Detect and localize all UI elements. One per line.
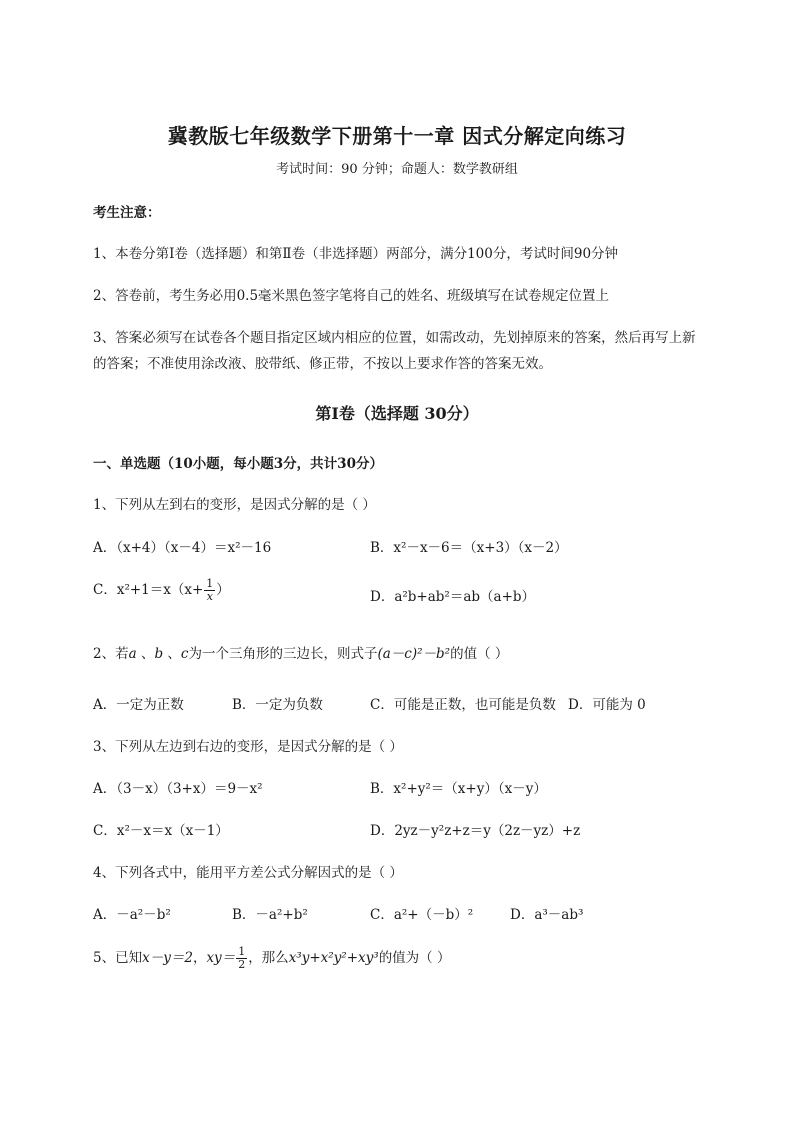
q5-condition-1: x－y＝2 <box>142 950 193 966</box>
q2-option-b[interactable]: B．一定为负数 <box>232 697 323 713</box>
page-title: 冀教版七年级数学下册第十一章 因式分解定向练习 <box>167 124 627 148</box>
q3-stem: 3、下列从左边到右边的变形，是因式分解的是（ ） <box>93 739 403 755</box>
notice-item-3: 3、答案必须写在试卷各个题目指定区域内相应的位置，如需改动，先划掉原来的答案，然后再写上新 <box>93 330 696 346</box>
exam-subtitle: 考试时间：90 分钟；命题人：数学教研组 <box>276 162 518 177</box>
q2-stem-suffix: 的值（ ） <box>450 646 509 662</box>
q5-condition-2: xy＝ <box>206 950 236 966</box>
fraction-denominator: x <box>206 590 213 603</box>
q2-stem <box>93 642 508 662</box>
q1-option-a[interactable]: A．（x+4）（x－4）＝x²－16 <box>93 540 272 556</box>
part-heading: 一、单选题（10小题，每小题3分，共计30分） <box>93 456 383 472</box>
q1-option-c-fraction <box>204 578 215 603</box>
q5-comma: ， <box>192 950 207 966</box>
q5-stem-suffix: 的值为（ ） <box>378 950 451 966</box>
q2-stem-prefix: 2、若 <box>93 646 129 662</box>
q2-var-c: c <box>180 646 189 662</box>
q2-var-b: b <box>154 646 164 662</box>
q3-option-a[interactable]: A．（3－x）（3+x）＝9－x² <box>93 781 263 797</box>
q2-option-a[interactable]: A．一定为正数 <box>93 697 184 713</box>
q5-stem <box>93 946 450 971</box>
q3-option-c[interactable]: C．x²－x＝x（x－1） <box>93 823 229 839</box>
q4-option-a[interactable]: A．－a²－b² <box>93 907 171 923</box>
q1-stem: 1、下列从左到右的变形，是因式分解的是（ ） <box>93 497 376 513</box>
q1-option-c-prefix: C．x²+1＝x（x+ <box>93 582 204 598</box>
notice-item-1: 1、本卷分第I卷（选择题）和第Ⅱ卷（非选择题）两部分，满分100分，考试时间90分钟 <box>93 246 619 262</box>
q3-option-d[interactable]: D．2yz－y²z+z＝y（2z－yz）+z <box>370 823 581 839</box>
notice-item-3-cont: 的答案；不准使用涂改液、胶带纸、修正带，不按以上要求作答的答案无效。 <box>93 356 552 372</box>
fraction-numerator: 1 <box>206 577 214 590</box>
q2-expression: (a－c)²－b² <box>377 646 451 662</box>
q2-sep-2: 、 <box>163 646 181 662</box>
q2-option-d[interactable]: D．可能为 0 <box>568 697 646 713</box>
q5-stem-prefix: 5、已知 <box>93 950 143 966</box>
q5-expression: x³y+x²y²+xy³ <box>288 950 379 966</box>
fraction-denominator: 2 <box>238 958 246 971</box>
q2-option-c[interactable]: C．可能是正数，也可能是负数 <box>370 697 556 713</box>
q1-option-c[interactable] <box>93 578 230 603</box>
q4-option-b[interactable]: B．－a²+b² <box>232 907 308 923</box>
q2-sep-1: 、 <box>136 646 155 662</box>
q4-option-c[interactable]: C．a²+（－b）² <box>370 907 474 923</box>
q2-stem-mid: 为一个三角形的三边长，则式子 <box>188 646 378 662</box>
q5-stem-mid: ，那么 <box>248 950 289 966</box>
q2-var-a: a <box>128 646 137 662</box>
q1-option-d[interactable]: D．a²b+ab²＝ab（a+b） <box>370 589 536 605</box>
q3-option-b[interactable]: B．x²+y²＝（x+y）（x－y） <box>370 781 547 797</box>
section-title: 第I卷（选择题 30分） <box>315 404 479 423</box>
q5-fraction <box>236 946 247 971</box>
q4-option-d[interactable]: D．a³－ab³ <box>510 907 584 923</box>
q4-stem: 4、下列各式中，能用平方差公式分解因式的是（ ） <box>93 865 403 881</box>
fraction-numerator: 1 <box>238 945 246 958</box>
notice-item-2: 2、答卷前，考生务必用0.5毫米黑色签字笔将自己的姓名、班级填写在试卷规定位置上 <box>93 288 610 304</box>
q1-option-b[interactable]: B．x²－x－6＝（x+3）（x－2） <box>370 540 568 556</box>
q1-option-c-suffix: ） <box>216 582 230 598</box>
notice-heading: 考生注意： <box>93 205 161 221</box>
